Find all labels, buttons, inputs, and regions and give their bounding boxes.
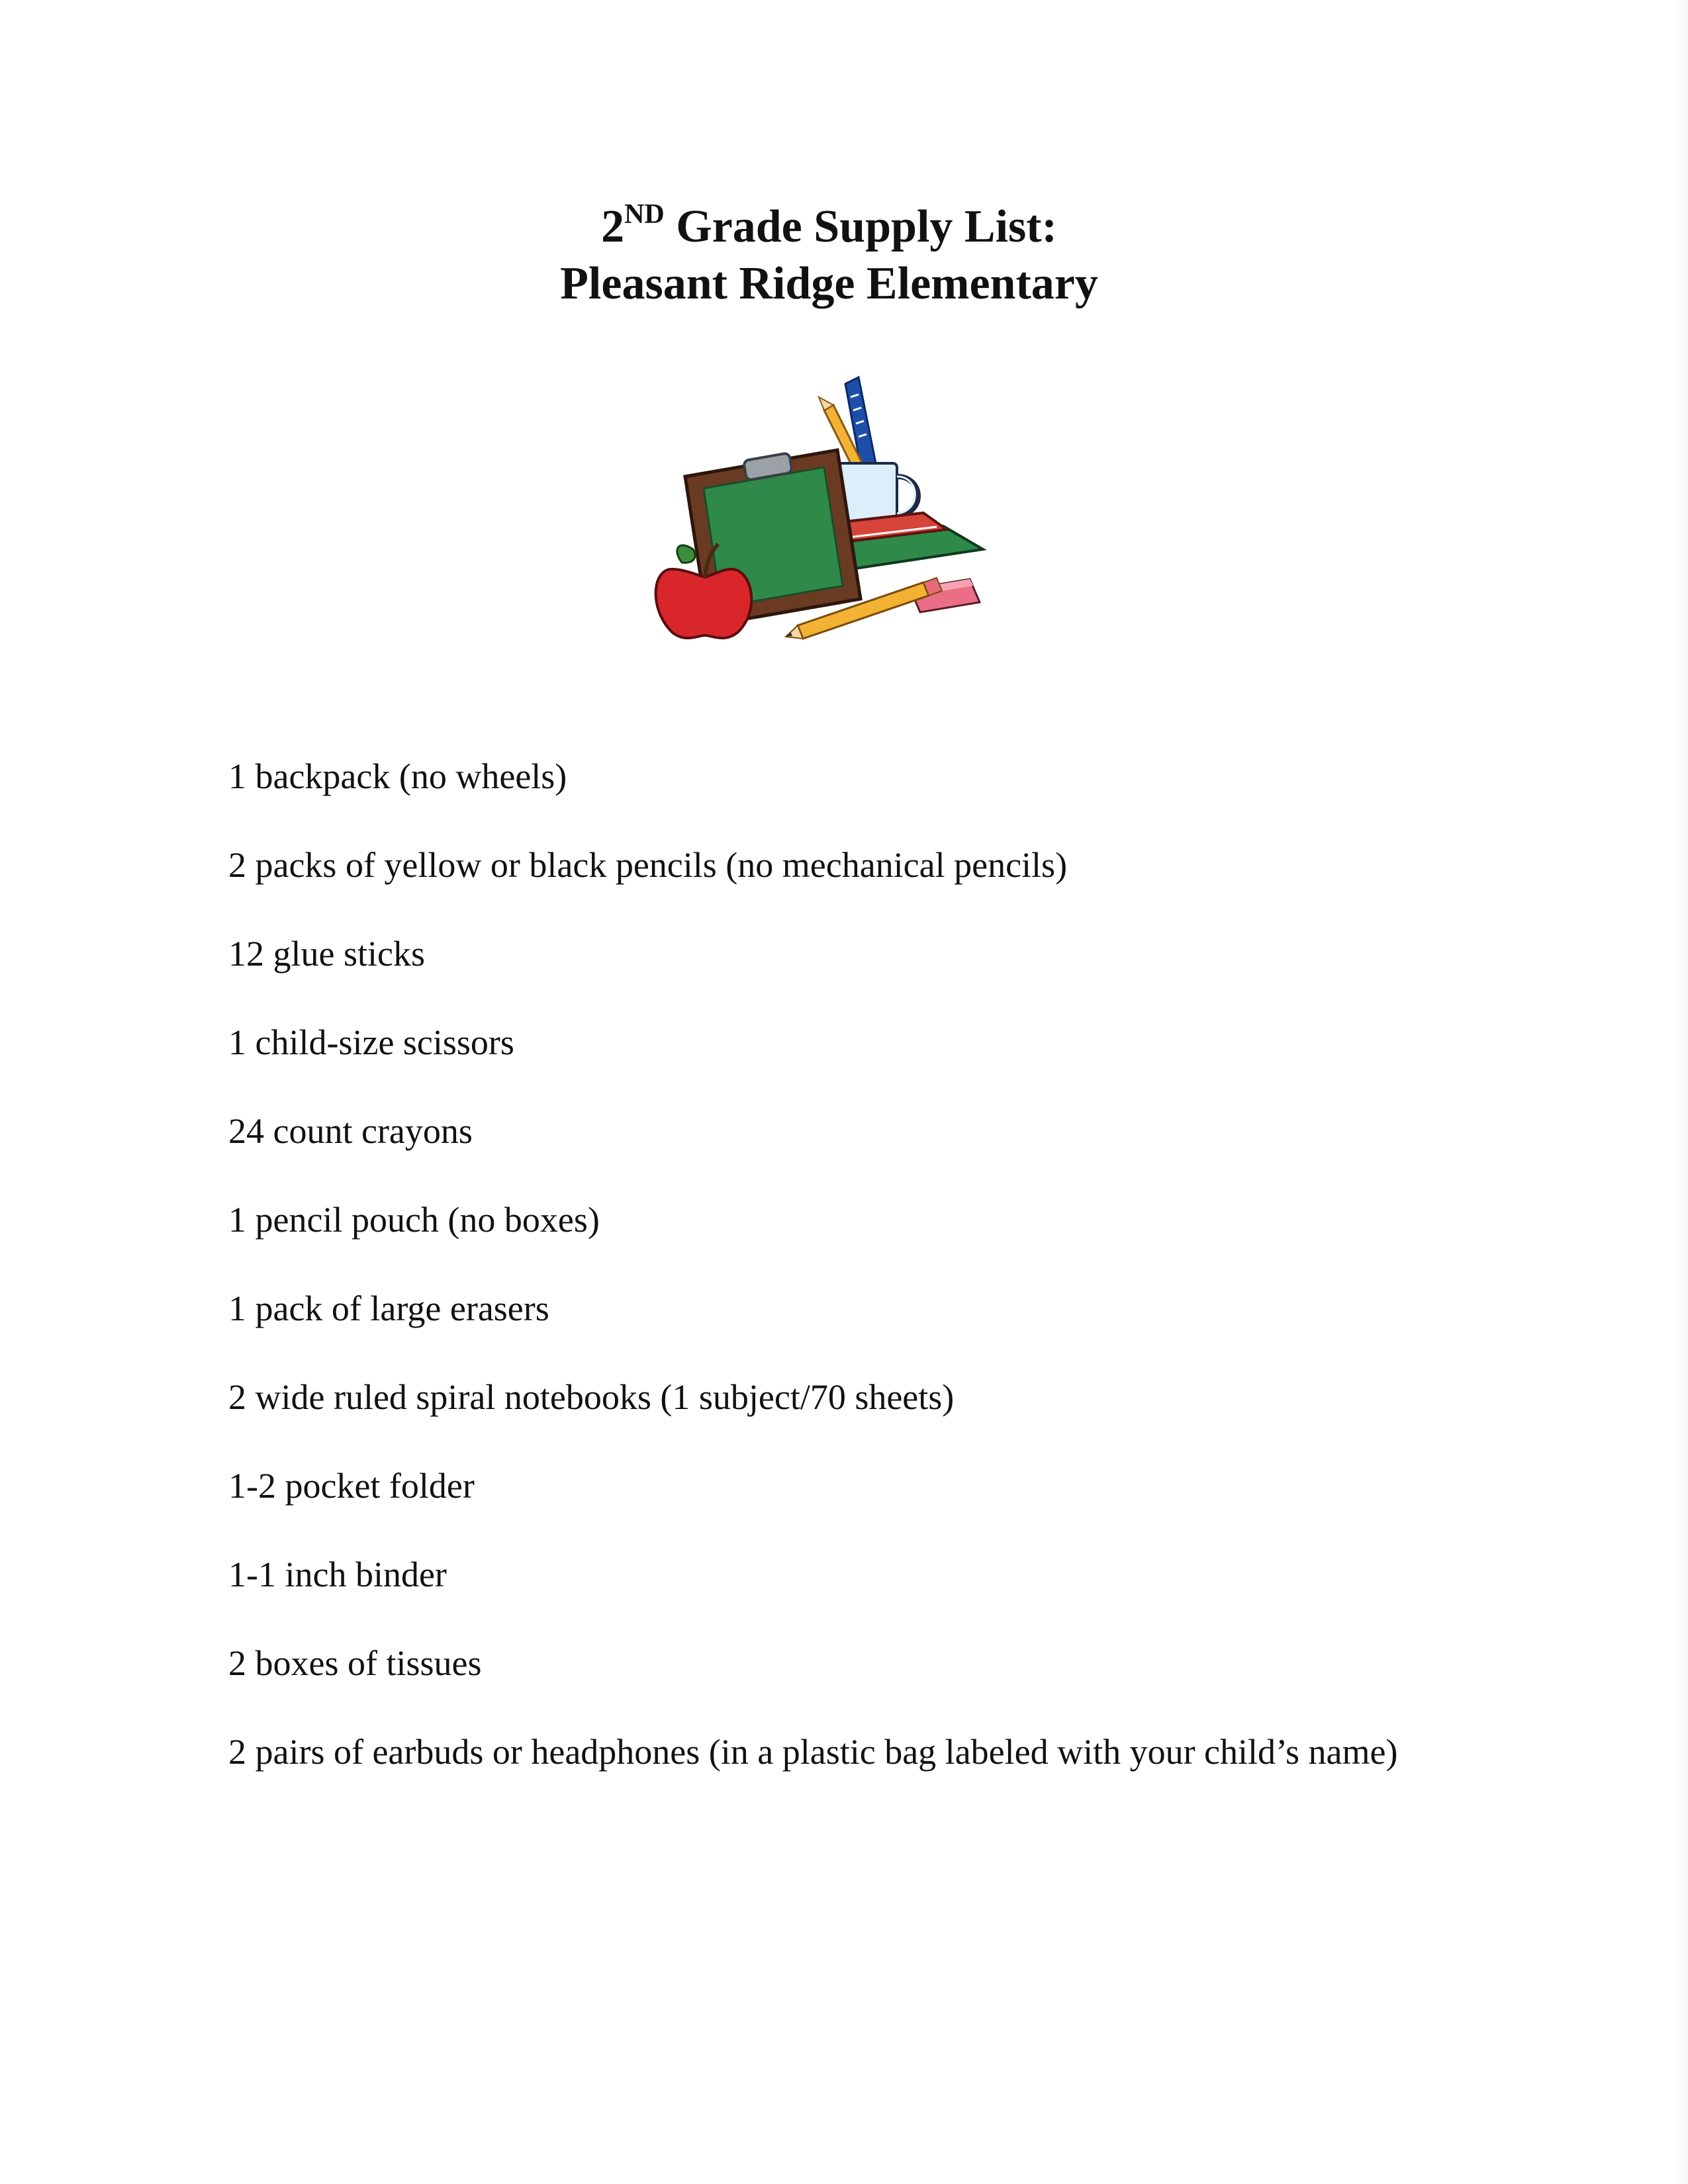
- grade-suffix: ND: [624, 199, 665, 230]
- list-item: 24 count crayons: [228, 1111, 473, 1151]
- grade-number: 2: [601, 201, 625, 252]
- list-item: 2 wide ruled spiral notebooks (1 subject/70 sheets): [228, 1377, 955, 1417]
- list-item: 2 boxes of tissues: [228, 1643, 482, 1683]
- scan-edge: [1673, 0, 1688, 2184]
- list-item: 2 packs of yellow or black pencils (no mechanical pencils): [228, 845, 1068, 885]
- title-line-2: Pleasant Ridge Elementary: [560, 258, 1098, 309]
- list-item: 1-2 pocket folder: [228, 1466, 475, 1506]
- page-title: [0, 199, 1658, 312]
- title-line-1: [0, 199, 1658, 255]
- supply-list: [228, 754, 1440, 1819]
- list-item: 1 pack of large erasers: [228, 1289, 549, 1328]
- list-item: 1 child-size scissors: [228, 1023, 514, 1062]
- list-item: 12 glue sticks: [228, 934, 425, 974]
- title-rest: Grade Supply List:: [664, 201, 1057, 252]
- list-item: 1 backpack (no wheels): [228, 756, 567, 796]
- school-supplies-clipart-icon: [645, 371, 1029, 668]
- list-item: 1 pencil pouch (no boxes): [228, 1200, 600, 1240]
- list-item: 1-1 inch binder: [228, 1555, 447, 1594]
- list-item: 2 pairs of earbuds or headphones (in a plastic bag labeled with your child’s name): [228, 1732, 1398, 1772]
